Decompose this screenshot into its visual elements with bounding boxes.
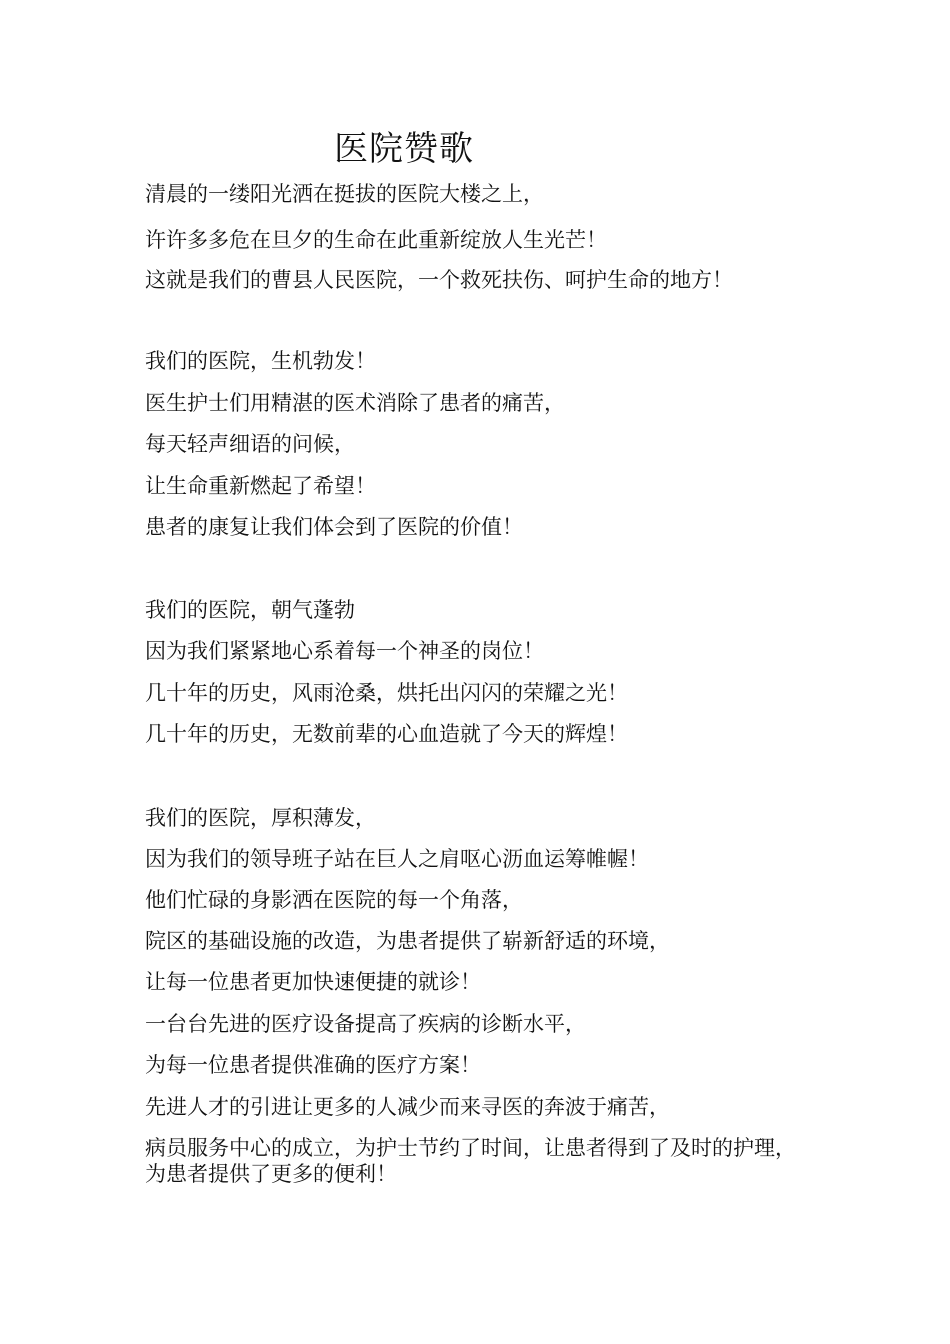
text-line: 让生命重新燃起了希望！ xyxy=(145,474,376,498)
text-line: 几十年的历史，风雨沧桑，烘托出闪闪的荣耀之光！ xyxy=(145,681,628,705)
text-line: 他们忙碌的身影洒在医院的每一个角落， xyxy=(145,888,523,912)
text-line: 院区的基础设施的改造，为患者提供了崭新舒适的环境， xyxy=(145,929,670,953)
text-line: 我们的医院，朝气蓬勃 xyxy=(145,598,355,622)
text-line: 这就是我们的曹县人民医院，一个救死扶伤、呵护生命的地方！ xyxy=(145,268,733,292)
text-line: 为每一位患者提供准确的医疗方案！ xyxy=(145,1053,481,1077)
text-line: 让每一位患者更加快速便捷的就诊！ xyxy=(145,970,481,994)
text-line: 患者的康复让我们体会到了医院的价值！ xyxy=(145,515,523,539)
text-line: 我们的医院，生机勃发！ xyxy=(145,349,376,373)
text-line: 病员服务中心的成立，为护士节约了时间，让患者得到了及时的护理，为患者提供了更多的便利！ xyxy=(145,1136,796,1186)
document-title: 医院赞歌 xyxy=(334,129,474,169)
text-line: 先进人才的引进让更多的人减少而来寻医的奔波于痛苦， xyxy=(145,1095,670,1119)
text-line: 清晨的一缕阳光洒在挺拔的医院大楼之上， xyxy=(145,182,544,206)
text-line: 许许多多危在旦夕的生命在此重新绽放人生光芒！ xyxy=(145,228,607,252)
text-line: 因为我们紧紧地心系着每一个神圣的岗位！ xyxy=(145,639,544,663)
text-line: 每天轻声细语的问候， xyxy=(145,432,355,456)
text-line: 医生护士们用精湛的医术消除了患者的痛苦， xyxy=(145,391,565,415)
text-line: 几十年的历史，无数前辈的心血造就了今天的辉煌！ xyxy=(145,722,628,746)
text-line: 因为我们的领导班子站在巨人之肩呕心沥血运筹帷幄！ xyxy=(145,847,649,871)
text-line: 一台台先进的医疗设备提高了疾病的诊断水平， xyxy=(145,1012,586,1036)
text-line: 我们的医院，厚积薄发， xyxy=(145,806,376,830)
